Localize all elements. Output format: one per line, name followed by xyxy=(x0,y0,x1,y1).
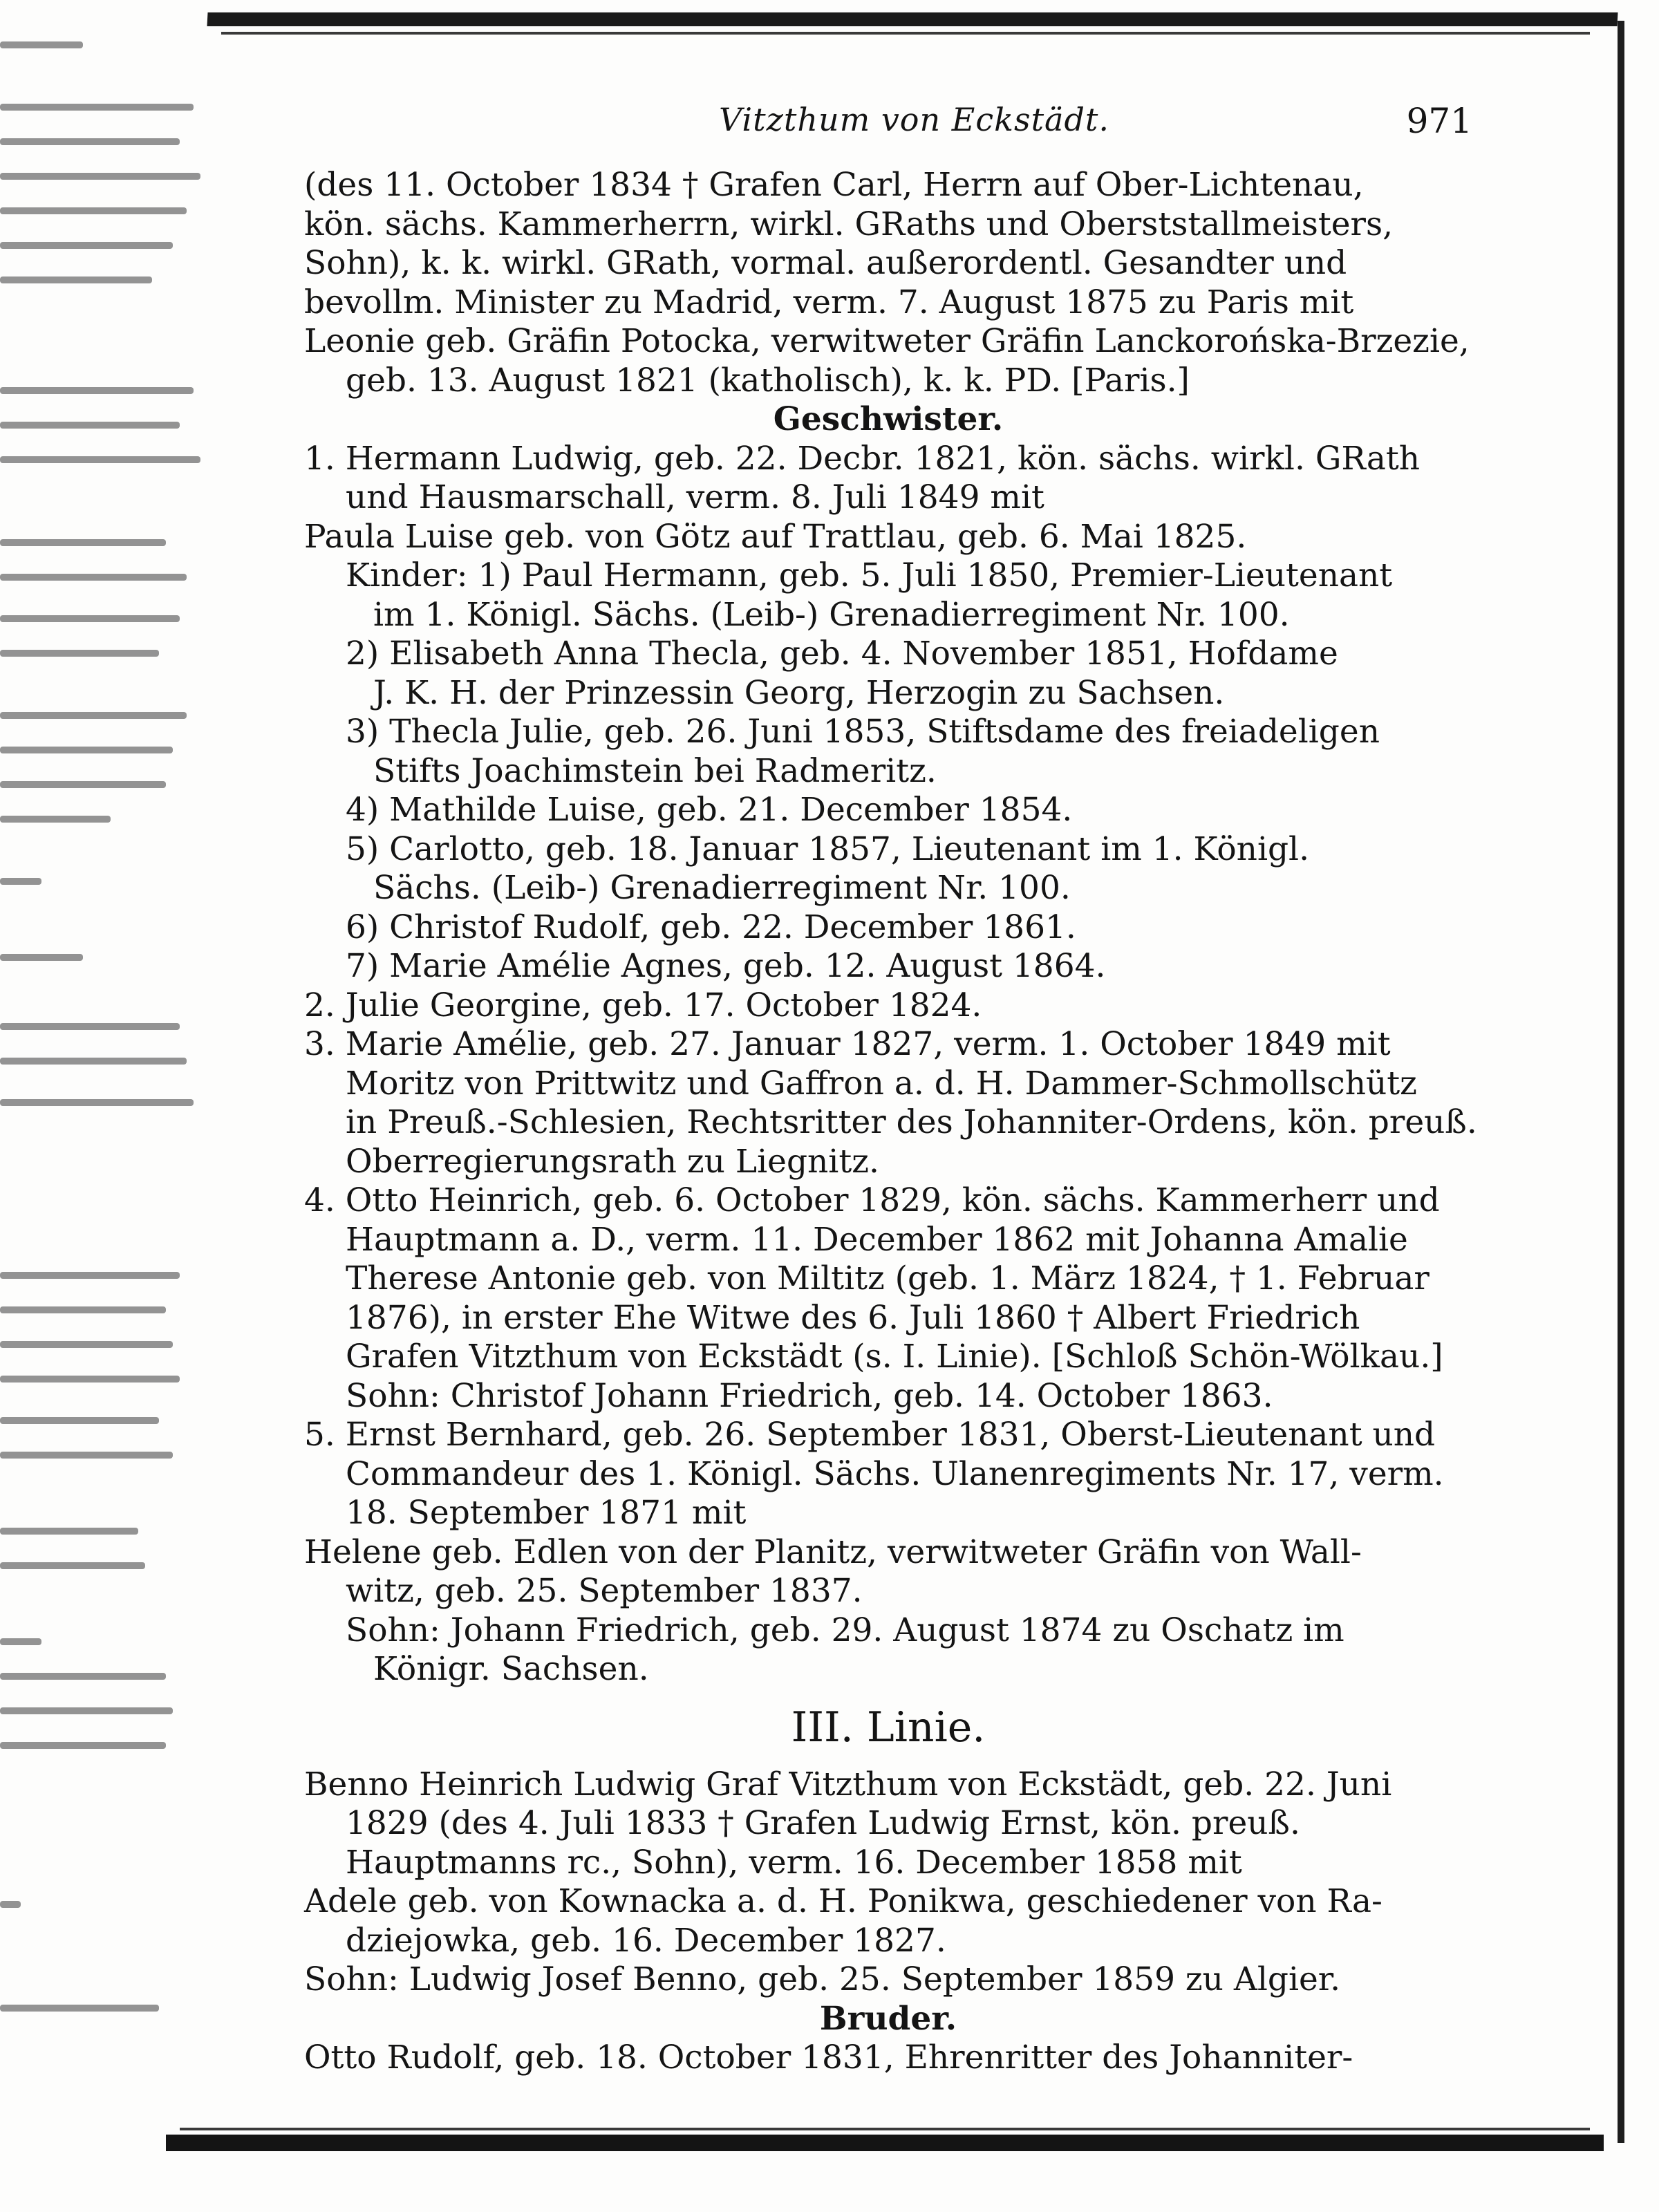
page-number: 971 xyxy=(1406,101,1472,141)
text-line: (des 11. October 1834 † Grafen Carl, Herrn auf Ober-Lichtenau, xyxy=(304,166,1364,204)
text-line: Benno Heinrich Ludwig Graf Vitzthum von Eckstädt, geb. 22. Juni xyxy=(304,1765,1392,1803)
bottom-border-thin-rule xyxy=(180,2128,1590,2130)
text-line: Sohn: Johann Friedrich, geb. 29. August 1874 zu Oschatz im xyxy=(346,1611,1344,1649)
text-line: Sohn: Ludwig Josef Benno, geb. 25. September 1859 zu Algier. xyxy=(304,1960,1341,1998)
text-line: Oberregierungsrath zu Liegnitz. xyxy=(346,1142,879,1181)
text-line: bevollm. Minister zu Madrid, verm. 7. August 1875 zu Paris mit xyxy=(304,283,1354,321)
text-line: 6) Christof Rudolf, geb. 22. December 1861. xyxy=(346,908,1076,946)
top-border-rule xyxy=(207,12,1618,26)
section-title-line-iii: III. Linie. xyxy=(791,1703,986,1752)
text-line: in Preuß.-Schlesien, Rechtsritter des Johanniter-Ordens, kön. preuß. xyxy=(346,1103,1477,1141)
text-line: Grafen Vitzthum von Eckstädt (s. I. Linie). [Schloß Schön-Wölkau.] xyxy=(346,1338,1443,1376)
page-body xyxy=(304,166,1477,2078)
bottom-border-rule xyxy=(166,2135,1604,2151)
text-line: 1829 (des 4. Juli 1833 † Grafen Ludwig Ernst, kön. preuß. xyxy=(346,1804,1300,1842)
section-heading-brother: Bruder. xyxy=(819,1999,957,2038)
text-line: Leonie geb. Gräfin Potocka, verwitweter Gräfin Lanckorońska-Brzezie, xyxy=(304,322,1470,360)
text-line: 5. Ernst Bernhard, geb. 26. September 1831, Oberst-Lieutenant und xyxy=(304,1416,1436,1454)
text-line: Hauptmanns rc., Sohn), verm. 16. December 1858 mit xyxy=(346,1843,1242,1882)
text-line: Otto Rudolf, geb. 18. October 1831, Ehrenritter des Johanniter- xyxy=(304,2038,1353,2077)
text-line: und Hausmarschall, verm. 8. Juli 1849 mit xyxy=(346,478,1044,516)
text-line: Kinder: 1) Paul Hermann, geb. 5. Juli 1850, Premier-Lieutenant xyxy=(346,556,1393,594)
text-line: Commandeur des 1. Königl. Sächs. Ulanenregiments Nr. 17, verm. xyxy=(346,1454,1444,1493)
text-line: geb. 13. August 1821 (katholisch), k. k. PD. [Paris.] xyxy=(346,361,1190,400)
text-line: Sächs. (Leib-) Grenadierregiment Nr. 100. xyxy=(373,869,1071,907)
text-line: 3. Marie Amélie, geb. 27. Januar 1827, verm. 1. October 1849 mit xyxy=(304,1025,1391,1063)
text-line: Helene geb. Edlen von der Planitz, verwitweter Gräfin von Wall- xyxy=(304,1533,1362,1571)
text-line: Hauptmann a. D., verm. 11. December 1862 mit Johanna Amalie xyxy=(346,1220,1408,1259)
text-line: Paula Luise geb. von Götz auf Trattlau, geb. 6. Mai 1825. xyxy=(304,517,1247,556)
text-line: dziejowka, geb. 16. December 1827. xyxy=(346,1921,946,1960)
text-line: im 1. Königl. Sächs. (Leib-) Grenadierregiment Nr. 100. xyxy=(373,595,1290,634)
text-line: 5) Carlotto, geb. 18. Januar 1857, Lieutenant im 1. Königl. xyxy=(346,830,1310,868)
text-line: 7) Marie Amélie Agnes, geb. 12. August 1864. xyxy=(346,947,1106,985)
right-border-rule xyxy=(1618,21,1624,2143)
text-line: Sohn), k. k. wirkl. GRath, vormal. außerordentl. Gesandter und xyxy=(304,244,1347,282)
text-line: 4. Otto Heinrich, geb. 6. October 1829, kön. sächs. Kammerherr und xyxy=(304,1181,1440,1219)
text-line: 2. Julie Georgine, geb. 17. October 1824. xyxy=(304,986,982,1024)
section-heading-siblings: Geschwister. xyxy=(773,400,1004,438)
running-title: Vitzthum von Eckstädt. xyxy=(719,101,1110,138)
text-line: 2) Elisabeth Anna Thecla, geb. 4. November 1851, Hofdame xyxy=(346,635,1338,673)
text-line: 1. Hermann Ludwig, geb. 22. Decbr. 1821, kön. sächs. wirkl. GRath xyxy=(304,439,1421,478)
text-line: Moritz von Prittwitz und Gaffron a. d. H. Dammer-Schmollschütz xyxy=(346,1064,1417,1103)
text-line: J. K. H. der Prinzessin Georg, Herzogin zu Sachsen. xyxy=(373,673,1225,712)
text-line: Sohn: Christof Johann Friedrich, geb. 14. October 1863. xyxy=(346,1376,1273,1415)
text-line: 18. September 1871 mit xyxy=(346,1494,747,1532)
text-line: Therese Antonie geb. von Miltitz (geb. 1. März 1824, † 1. Februar xyxy=(346,1259,1430,1297)
text-line: Stifts Joachimstein bei Radmeritz. xyxy=(373,751,937,790)
text-line: 4) Mathilde Luise, geb. 21. December 1854. xyxy=(346,791,1073,829)
text-line: kön. sächs. Kammerherrn, wirkl. GRaths und Oberststallmeisters, xyxy=(304,205,1394,243)
text-line: 3) Thecla Julie, geb. 26. Juni 1853, Stiftsdame des freiadeligen xyxy=(346,713,1380,751)
text-line: Adele geb. von Kownacka a. d. H. Ponikwa, geschiedener von Ra- xyxy=(304,1882,1382,1920)
page-header xyxy=(304,101,1472,149)
text-line: 1876), in erster Ehe Witwe des 6. Juli 1860 † Albert Friedrich xyxy=(346,1298,1360,1337)
facing-page-bleed-through xyxy=(0,28,207,2101)
text-line: Königr. Sachsen. xyxy=(373,1650,649,1688)
text-line: witz, geb. 25. September 1837. xyxy=(346,1572,863,1610)
top-border-thin-rule xyxy=(221,32,1590,35)
